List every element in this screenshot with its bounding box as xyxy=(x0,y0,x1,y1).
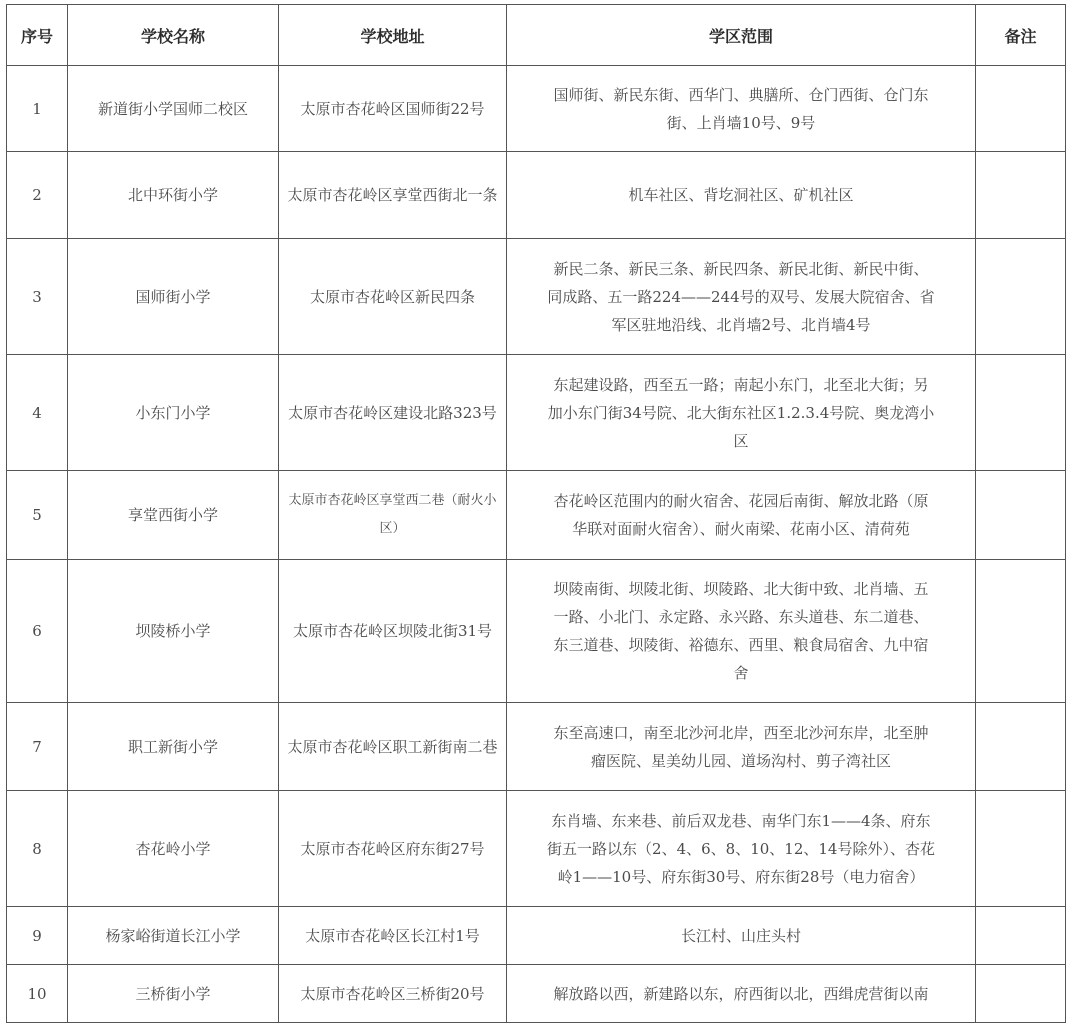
row-school-address: 太原市杏花岭区长江村1号 xyxy=(279,907,507,965)
row-num: 1 xyxy=(7,66,68,152)
range-line: 杏花岭区范围内的耐火宿舍、花园后南街、解放北路（原 xyxy=(553,492,929,510)
row-note xyxy=(976,471,1066,560)
table-row xyxy=(7,560,1066,703)
table-row xyxy=(7,907,1066,965)
row-district-range xyxy=(507,965,976,1023)
range-line: 东肖墙、东来巷、前后双龙巷、南华门东1——4条、府东 xyxy=(551,811,931,830)
header-row xyxy=(7,5,1066,66)
row-district-range xyxy=(507,471,976,560)
range-line: 舍 xyxy=(733,664,749,682)
row-district-range xyxy=(507,907,976,965)
table-row xyxy=(7,965,1066,1023)
row-district-range xyxy=(507,791,976,907)
row-note xyxy=(976,239,1066,355)
row-num: 10 xyxy=(7,965,68,1023)
table-row xyxy=(7,239,1066,355)
range-line: 东起建设路，西至五一路；南起小东门，北至北大街；另 xyxy=(553,375,929,394)
row-school-name: 职工新街小学 xyxy=(68,703,279,791)
row-note xyxy=(976,791,1066,907)
table-row xyxy=(7,471,1066,560)
row-school-name: 国师街小学 xyxy=(68,239,279,355)
row-note xyxy=(976,355,1066,471)
range-line: 加小东门街34号院、北大街东社区1.2.3.4号院、奥龙湾小 xyxy=(547,403,935,422)
range-line: 长江村、山庄头村 xyxy=(680,926,801,945)
row-district-range xyxy=(507,152,976,239)
row-num: 6 xyxy=(7,560,68,703)
range-line: 军区驻地沿线、北肖墙2号、北肖墙4号 xyxy=(611,315,871,334)
row-school-name: 杏花岭小学 xyxy=(68,791,279,907)
range-line: 解放路以西，新建路以东，府西街以北，西缉虎营街以南 xyxy=(553,984,929,1003)
row-num: 5 xyxy=(7,471,68,560)
row-note xyxy=(976,152,1066,239)
header-school-name: 学校名称 xyxy=(68,5,279,66)
row-school-address: 太原市杏花岭区建设北路323号 xyxy=(279,355,507,471)
row-school-name: 坝陵桥小学 xyxy=(68,560,279,703)
row-school-address: 太原市杏花岭区新民四条 xyxy=(279,239,507,355)
row-note xyxy=(976,965,1066,1023)
row-school-address: 太原市杏花岭区国师街22号 xyxy=(279,66,507,152)
range-line: 机车社区、背圪洞社区、矿机社区 xyxy=(628,186,854,204)
header-school-address: 学校地址 xyxy=(279,5,507,66)
row-num: 3 xyxy=(7,239,68,355)
row-school-name: 北中环街小学 xyxy=(68,152,279,239)
header-num: 序号 xyxy=(7,5,68,66)
range-line: 同成路、五一路224——244号的双号、发展大院宿舍、省 xyxy=(547,287,935,306)
row-note xyxy=(976,560,1066,703)
row-district-range xyxy=(507,560,976,703)
school-district-table xyxy=(6,4,1066,1023)
row-school-address: 太原市杏花岭区职工新街南二巷 xyxy=(279,703,507,791)
table-row xyxy=(7,791,1066,907)
table-row xyxy=(7,355,1066,471)
row-note xyxy=(976,66,1066,152)
range-line: 东至高速口，南至北沙河北岸，西至北沙河东岸，北至肿 xyxy=(553,723,929,742)
row-num: 2 xyxy=(7,152,68,239)
range-line: 东三道巷、坝陵街、裕德东、西里、粮食局宿舍、九中宿 xyxy=(553,636,929,654)
row-school-name: 三桥街小学 xyxy=(68,965,279,1023)
range-line: 国师街、新民东街、西华门、典膳所、仓门西街、仓门东 xyxy=(553,85,929,104)
row-district-range xyxy=(507,355,976,471)
row-district-range xyxy=(507,66,976,152)
row-school-address: 太原市杏花岭区三桥街20号 xyxy=(279,965,507,1023)
range-line: 新民二条、新民三条、新民四条、新民北街、新民中街、 xyxy=(553,259,929,278)
row-school-name: 杨家峪街道长江小学 xyxy=(68,907,279,965)
row-school-name: 小东门小学 xyxy=(68,355,279,471)
row-num: 7 xyxy=(7,703,68,791)
row-school-name: 享堂西街小学 xyxy=(68,471,279,560)
row-school-address: 太原市杏花岭区享堂西二巷（耐火小区） xyxy=(279,471,507,560)
row-num: 9 xyxy=(7,907,68,965)
range-line: 区 xyxy=(733,431,749,450)
range-line: 街五一路以东（2、4、6、8、10、12、14号除外）、杏花 xyxy=(547,839,935,858)
range-line: 华联对面耐火宿舍）、耐火南梁、花南小区、清荷苑 xyxy=(572,520,910,538)
row-district-range xyxy=(507,703,976,791)
row-school-address: 太原市杏花岭区府东街27号 xyxy=(279,791,507,907)
table-row xyxy=(7,66,1066,152)
row-num: 4 xyxy=(7,355,68,471)
row-note xyxy=(976,907,1066,965)
row-school-name: 新道街小学国师二校区 xyxy=(68,66,279,152)
range-line: 瘤医院、星美幼儿园、道场沟村、剪子湾社区 xyxy=(590,751,891,770)
row-num: 8 xyxy=(7,791,68,907)
range-line: 岭1——10号、府东街30号、府东街28号（电力宿舍） xyxy=(557,867,925,886)
header-district-range: 学区范围 xyxy=(507,5,976,66)
row-school-address: 太原市杏花岭区享堂西街北一条 xyxy=(279,152,507,239)
row-note xyxy=(976,703,1066,791)
table-row xyxy=(7,152,1066,239)
range-line: 坝陵南街、坝陵北街、坝陵路、北大街中致、北肖墙、五 xyxy=(553,580,929,598)
range-line: 街、上肖墙10号、9号 xyxy=(666,113,816,132)
row-district-range xyxy=(507,239,976,355)
header-note: 备注 xyxy=(976,5,1066,66)
table-row xyxy=(7,703,1066,791)
row-school-address: 太原市杏花岭区坝陵北街31号 xyxy=(279,560,507,703)
range-line: 一路、小北门、永定路、永兴路、东头道巷、东二道巷、 xyxy=(553,608,929,626)
